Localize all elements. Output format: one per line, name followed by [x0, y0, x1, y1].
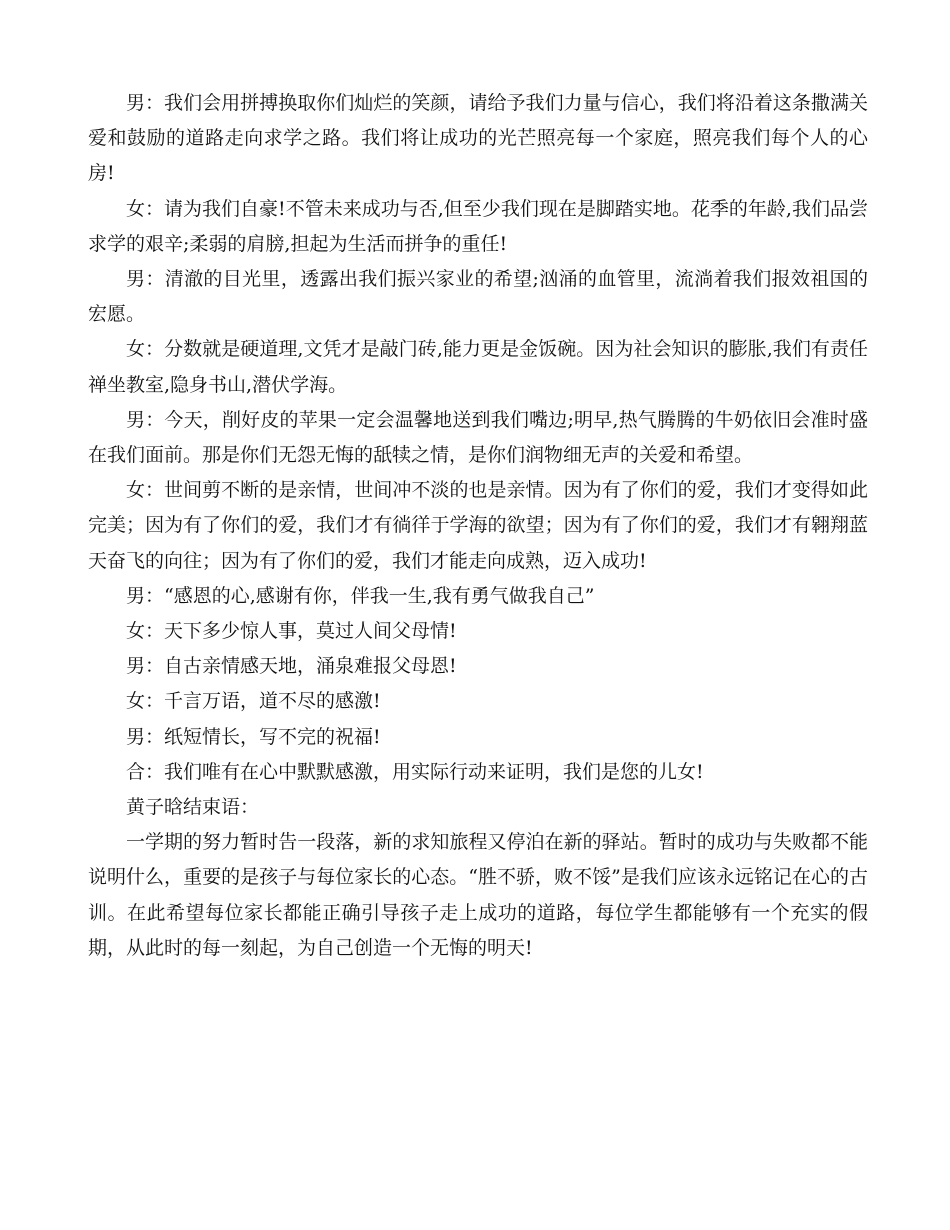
paragraph-female-5: 女：千言万语，道不尽的感激! [126, 690, 381, 713]
closing-paragraph: 一学期的努力暂时告一段落，新的求知旅程又停泊在新的驿站。暂时的成功与失败都不能说明什么，重要的是孩子与每位家长的心态。“胜不骄，败不馁”是我们应该永远铭记在心的古训。在此希望每位家长都能正确引导孩子走上成功的道路，每位学生都能够有一个充实的假期，从此时的每一刻起，为自己创造一个无悔的明天! [88, 831, 868, 959]
document-body [88, 86, 868, 966]
paragraph-male-2: 男：清澈的目光里，透露出我们振兴家业的希望;汹涌的血管里，流淌着我们报效祖国的宏愿。 [88, 268, 868, 326]
paragraph-male-1: 男：我们会用拼搏换取你们灿烂的笑颜，请给予我们力量与信心，我们将沿着这条撒满关爱和鼓励的道路走向求学之路。我们将让成功的光芒照亮每一个家庭，照亮我们每个人的心房! [88, 92, 868, 185]
paragraph-male-4: 男：“感恩的心,感谢有你，伴我一生,我有勇气做我自己” [126, 584, 595, 607]
paragraph-female-2: 女：分数就是硬道理,文凭才是敲门砖,能力更是金饭碗。因为社会知识的膨胀,我们有责任禅坐教室,隐身书山,潜伏学海。 [88, 338, 868, 396]
closing-heading: 黄子晗结束语： [126, 796, 260, 819]
paragraph-female-1: 女：请为我们自豪!不管未来成功与否,但至少我们现在是脚踏实地。花季的年龄,我们品尝求学的艰辛;柔弱的肩膀,担起为生活而拼争的重任! [88, 197, 868, 255]
paragraph-together: 合：我们唯有在心中默默感激，用实际行动来证明，我们是您的儿女! [126, 760, 704, 783]
paragraph-male-6: 男：纸短情长，写不完的祝福! [126, 725, 381, 748]
paragraph-male-3: 男：今天，削好皮的苹果一定会温馨地送到我们嘴边;明早,热气腾腾的牛奶依旧会准时盛在我们面前。那是你们无怨无悔的舐犊之情，是你们润物细无声的关爱和希望。 [88, 408, 868, 467]
paragraph-male-5: 男：自古亲情感天地，涌泉难报父母恩! [126, 655, 457, 678]
paragraph-female-3: 女：世间剪不断的是亲情，世间冲不淡的也是亲情。因为有了你们的爱，我们才变得如此完美；因为有了你们的爱，我们才有徜徉于学海的欲望；因为有了你们的爱，我们才有翱翔蓝天奋飞的向往；因为有了你们的爱，我们才能走向成熟，迈入成功! [88, 479, 868, 572]
paragraph-female-4: 女：天下多少惊人事，莫过人间父母情! [126, 620, 457, 643]
